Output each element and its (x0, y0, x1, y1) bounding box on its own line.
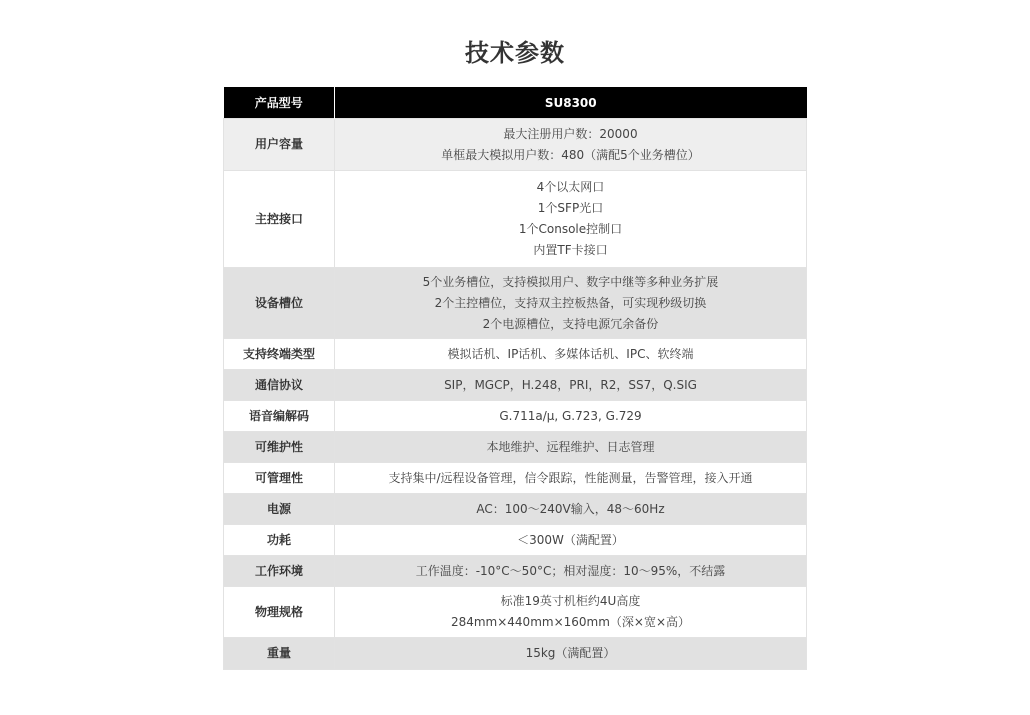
row-value (335, 119, 807, 171)
value-line: 1个SFP光口 (537, 201, 604, 215)
row-label: 工作环境 (224, 556, 335, 587)
row-value: 15kg（满配置） (335, 638, 807, 670)
row-value (335, 171, 807, 268)
header-label: 产品型号 (224, 87, 335, 119)
row-label: 通信协议 (224, 370, 335, 401)
table-row-dimensions (224, 587, 807, 638)
row-label: 重量 (224, 638, 335, 670)
table-row-environment (224, 556, 807, 587)
row-value: AC：100～240V输入，48～60Hz (335, 494, 807, 525)
row-label: 电源 (224, 494, 335, 525)
page-title: 技术参数 (465, 39, 565, 67)
row-value: SIP，MGCP，H.248，PRI，R2，SS7，Q.SIG (335, 370, 807, 401)
row-label: 支持终端类型 (224, 339, 335, 370)
table-row-terminal-types (224, 339, 807, 370)
row-label: 设备槽位 (224, 268, 335, 339)
value-line: 标准19英寸机柜约4U高度 (500, 594, 641, 608)
table-row-user-capacity (224, 119, 807, 171)
value-line: 284mm×440mm×160mm（深×宽×高） (450, 615, 691, 629)
value-line: 最大注册用户数：20000 (503, 126, 638, 141)
value-line: 2个电源槽位，支持电源冗余备份 (482, 316, 659, 331)
row-value: ＜300W（满配置） (335, 525, 807, 556)
row-value: 支持集中/远程设备管理，信令跟踪，性能测量，告警管理，接入开通 (335, 463, 807, 494)
table-row-power-supply (224, 494, 807, 525)
table-row-control-ports (224, 171, 807, 268)
row-value: 本地维护、远程维护、日志管理 (335, 432, 807, 463)
row-value: G.711a/μ, G.723, G.729 (335, 401, 807, 432)
table-row-manageability (224, 463, 807, 494)
table-row-protocols (224, 370, 807, 401)
value-line: 2个主控槽位，支持双主控板热备，可实现秒级切换 (434, 295, 707, 310)
table-row-weight (224, 638, 807, 670)
row-label: 可维护性 (224, 432, 335, 463)
row-value: 模拟话机、IP话机、多媒体话机、IPC、软终端 (335, 339, 807, 370)
row-label: 用户容量 (224, 119, 335, 171)
row-label: 可管理性 (224, 463, 335, 494)
header-model: SU8300 (335, 87, 807, 119)
table-row-maintainability (224, 432, 807, 463)
row-label: 物理规格 (224, 587, 335, 638)
value-line: 1个Console控制口 (518, 222, 623, 236)
table-header-row (224, 87, 807, 119)
row-value: 工作温度：-10°C～50°C；相对湿度：10～95%，不结露 (335, 556, 807, 587)
spec-table (223, 87, 807, 670)
row-label: 功耗 (224, 525, 335, 556)
row-value (335, 268, 807, 339)
value-line: 4个以太网口 (536, 180, 605, 194)
row-value (335, 587, 807, 638)
row-label: 主控接口 (224, 171, 335, 268)
table-row-power-consumption (224, 525, 807, 556)
value-line: 内置TF卡接口 (533, 243, 608, 257)
value-line: 5个业务槽位，支持模拟用户、数字中继等多种业务扩展 (422, 274, 719, 289)
row-label: 语音编解码 (224, 401, 335, 432)
table-row-codecs (224, 401, 807, 432)
value-line: 单框最大模拟用户数：480（满配5个业务槽位） (441, 147, 700, 162)
table-row-device-slots (224, 268, 807, 339)
